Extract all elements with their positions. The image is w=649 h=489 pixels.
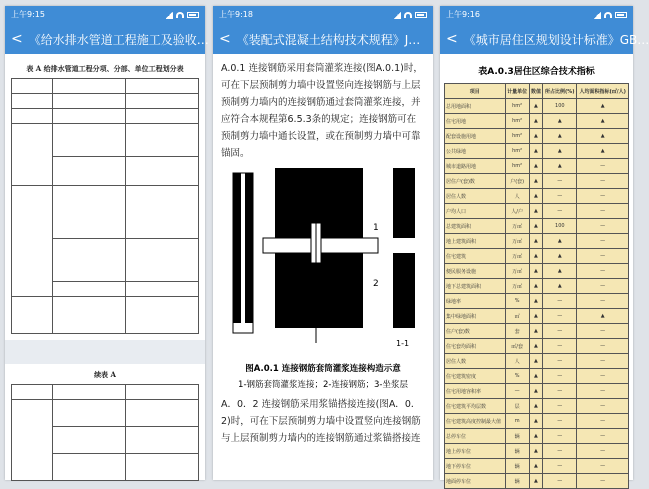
table-cell: 层 [505,399,529,414]
table-header-row [445,84,629,99]
table-cell: 万㎡ [505,279,529,294]
table-cell: ▲ [529,249,543,264]
table-cell: 人 [505,189,529,204]
table-cell: — [543,459,577,474]
table-cell: 辆 [505,474,529,489]
table-cell: hm² [505,159,529,174]
table-cell: ▲ [529,114,543,129]
paragraph-a01: A.0.1 连接钢筋采用套筒灌浆连接(图A.0.1)时，可在下层预制剪力墙中设置竖向连接钢筋与上层预制剪力墙内的连接钢筋通过套筒灌浆连接，并应符合本规程第6.5.3条的规定；连接钢筋可在预制剪力墙中通长设置，或在预制剪力墙中可靠锚固。 [221,63,423,159]
table-cell: 住宅建筑密度 [445,369,506,384]
table-cell: % [505,294,529,309]
paragraph-a02: A．0．2 连接钢筋采用浆锚搭接连接(图A．0．2)时，可在下层预制剪力墙中设置竖向连接钢筋与上层预制剪力墙内的连接钢筋通过浆锚搭接连 [221,399,421,444]
table-cell: ▲ [529,444,543,459]
app-bar [5,24,209,54]
table-body [445,99,629,489]
table-cell: 地上停车位 [445,444,506,459]
table-cell: 万㎡ [505,234,529,249]
table-row [445,369,629,384]
table-cell: — [577,384,629,399]
signal-icon [593,12,601,19]
table-cell: ▲ [529,219,543,234]
back-arrow-icon[interactable]: < [446,31,458,47]
table-cell: 地面停车位 [445,474,506,489]
table-cell: ▲ [529,99,543,114]
table-cell: — [577,339,629,354]
table-cell: hm² [505,114,529,129]
table-cell: 万㎡ [505,249,529,264]
table-row [445,234,629,249]
table-cell: — [577,174,629,189]
table-cell: — [577,219,629,234]
table-cell: — [577,249,629,264]
table-cell: 地下总建筑面积 [445,279,506,294]
table-cell: 人 [505,354,529,369]
table-cell: — [543,309,577,324]
table-cell: — [543,369,577,384]
wifi-icon [176,12,184,18]
wifi-icon [604,12,612,18]
label-1: 1 [373,223,379,233]
table-cell: ▲ [529,459,543,474]
table-cell: 100 [543,99,577,114]
table-cell: 城市道路用地 [445,159,506,174]
table-cell: 辆 [505,459,529,474]
table-cell: 住宅套均面积 [445,339,506,354]
division-table [11,78,199,334]
header-unit: 计量单位 [505,84,529,99]
table-cell: 辆 [505,429,529,444]
status-time: 上午9:15 [11,10,45,19]
status-bar [213,6,433,24]
battery-icon [615,12,627,18]
signal-icon [393,12,401,19]
table-cell: 万㎡ [505,264,529,279]
table-row [445,99,629,114]
table-cell: — [543,474,577,489]
table-cell: ▲ [577,114,629,129]
table-cell: — [577,414,629,429]
table-cell: ▲ [529,144,543,159]
back-arrow-icon[interactable]: < [219,31,231,47]
table-row [445,114,629,129]
table-cell: ▲ [529,189,543,204]
table-cell: — [577,324,629,339]
table-cell: ㎡/套 [505,339,529,354]
table-cell: hm² [505,144,529,159]
table-row [445,174,629,189]
table-cell: ▲ [577,309,629,324]
table-cell: — [577,429,629,444]
table-caption: 表 A 给排水管道工程分项、分部、单位工程划分表 [26,64,184,73]
connection-diagram [213,168,433,358]
table-cell: hm² [505,99,529,114]
table-caption-continued: 续表 A [94,370,116,379]
table-cell: 住宅建筑平均层数 [445,399,506,414]
table-row [445,324,629,339]
header-value: 数值 [529,84,543,99]
table-row [445,309,629,324]
table-cell: ▲ [529,324,543,339]
table-cell: ▲ [577,144,629,159]
lower-wall [275,253,363,328]
table-cell: ▲ [577,129,629,144]
table-cell: ▲ [577,99,629,114]
table-cell: 万㎡ [505,219,529,234]
table-cell: — [577,369,629,384]
table-cell: 地下停车位 [445,459,506,474]
table-row [445,264,629,279]
table-row [445,129,629,144]
section-label: 1-1 [396,339,410,348]
table-cell: ▲ [543,279,577,294]
figure-legend: 1-钢筋套筒灌浆连接；2-连接钢筋；3-坐浆层 [238,380,408,390]
table-cell: ▲ [529,384,543,399]
table-cell: — [543,339,577,354]
header-ratio: 所占比例(%) [543,84,577,99]
table-cell: 人/户 [505,204,529,219]
table-cell: 住宅用地容积率 [445,384,506,399]
table-cell: ▲ [529,354,543,369]
table-cell: — [543,324,577,339]
table-cell: ▲ [529,339,543,354]
table-row [445,219,629,234]
table-cell: m [505,414,529,429]
table-cell: — [577,459,629,474]
table-cell: ▲ [543,114,577,129]
indicator-table [444,83,629,489]
table-cell: — [577,294,629,309]
table-cell: 居住人数 [445,354,506,369]
table-cell: — [577,204,629,219]
table-row [445,294,629,309]
table-cell: ▲ [529,234,543,249]
table-cell: — [543,354,577,369]
phone-panel-1 [5,6,209,480]
table-cell: ▲ [529,129,543,144]
table-cell: — [577,444,629,459]
table-title: 表A.0.3居住区综合技术指标 [478,67,595,77]
document-title: 《城市居住区规划设计标准》GB… [463,32,649,47]
document-page[interactable] [440,54,633,485]
division-table-continued [11,384,199,481]
header-per-capita: 人均面积指标(㎡/人) [577,84,629,99]
table-cell: ▲ [529,174,543,189]
label-2: 2 [373,279,379,289]
table-cell: ▲ [529,279,543,294]
table-row [445,399,629,414]
table-cell: 总停车位 [445,429,506,444]
table-row [445,474,629,489]
table-cell: ▲ [543,249,577,264]
table-cell: ▲ [529,414,543,429]
table-cell: 总用地面积 [445,99,506,114]
table-row [445,249,629,264]
document-page[interactable] [213,54,433,480]
table-cell: 集中绿地面积 [445,309,506,324]
table-cell: — [577,474,629,489]
table-cell: ▲ [529,294,543,309]
table-cell: hm² [505,129,529,144]
table-cell: — [577,279,629,294]
table-cell: ▲ [529,309,543,324]
table-cell: — [577,159,629,174]
table-cell: 住宅建筑高度控制最大值 [445,414,506,429]
table-cell: — [543,294,577,309]
figure-caption: 图A.0.1 连接钢筋套筒灌浆连接构造示意 [245,364,401,374]
phone-panel-3 [440,6,649,485]
table-cell: ▲ [529,399,543,414]
table-row [445,144,629,159]
section-upper [393,168,415,238]
table-cell: — [577,399,629,414]
document-title: 《装配式混凝土结构技术规程》J… [236,32,421,47]
table-cell: — [543,189,577,204]
table-cell: — [543,429,577,444]
table-cell: 绿地率 [445,294,506,309]
table-cell: ▲ [543,264,577,279]
table-cell: 居住户(套)数 [445,174,506,189]
table-cell: 公共绿地 [445,144,506,159]
rebar-left [233,173,241,323]
table-cell: — [543,414,577,429]
table-cell: 100 [543,219,577,234]
table-cell: ㎡ [505,309,529,324]
table-cell: — [543,444,577,459]
wifi-icon [404,12,412,18]
table-cell: % [505,369,529,384]
table-cell: 套 [505,324,529,339]
table-cell: ▲ [543,144,577,159]
signal-icon [165,12,173,19]
rebar-left [245,173,253,323]
table-cell: — [505,384,529,399]
document-title: 《给水排水管道工程施工及验收… [28,32,209,47]
table-cell: 户(套) [505,174,529,189]
table-row [445,159,629,174]
table-cell: — [577,354,629,369]
table-cell: 便民服务设施 [445,264,506,279]
table-row [445,204,629,219]
table-cell: ▲ [529,159,543,174]
table-cell: ▲ [543,129,577,144]
table-cell: ▲ [529,474,543,489]
table-cell: 配套设施用地 [445,129,506,144]
table-cell: ▲ [543,234,577,249]
phone-panel-2 [213,6,433,480]
table-row [445,339,629,354]
status-time: 上午9:16 [446,10,480,19]
status-bar [5,6,205,24]
table-cell: — [543,384,577,399]
table-cell: 总建筑面积 [445,219,506,234]
app-bar [440,24,649,54]
status-time: 上午9:18 [219,10,253,19]
table-cell: ▲ [529,429,543,444]
table-cell: 住户(套)数 [445,324,506,339]
status-bar [440,6,633,24]
table-cell: — [577,189,629,204]
table-row [445,414,629,429]
table-cell: 住宅用地 [445,114,506,129]
table-cell: — [543,174,577,189]
battery-icon [415,12,427,18]
table-cell: — [543,204,577,219]
document-page[interactable] [5,54,205,480]
table-cell: ▲ [529,369,543,384]
table-cell: 地上建筑面积 [445,234,506,249]
table-row [445,384,629,399]
table-row [445,459,629,474]
table-row [445,354,629,369]
table-cell: — [543,399,577,414]
table-row [445,189,629,204]
table-cell: ▲ [529,264,543,279]
header-item: 项目 [445,84,506,99]
table-cell: ▲ [529,204,543,219]
table-row [445,444,629,459]
table-cell: — [577,234,629,249]
table-cell: ▲ [543,159,577,174]
table-row [445,429,629,444]
battery-icon [187,12,199,18]
table-cell: 住宅建筑 [445,249,506,264]
table-cell: 户均人口 [445,204,506,219]
table-cell: — [577,264,629,279]
section-lower [393,253,415,328]
back-arrow-icon[interactable]: < [11,31,23,47]
table-cell: 辆 [505,444,529,459]
app-bar [213,24,433,54]
table-row [445,279,629,294]
table-cell: 居住人数 [445,189,506,204]
